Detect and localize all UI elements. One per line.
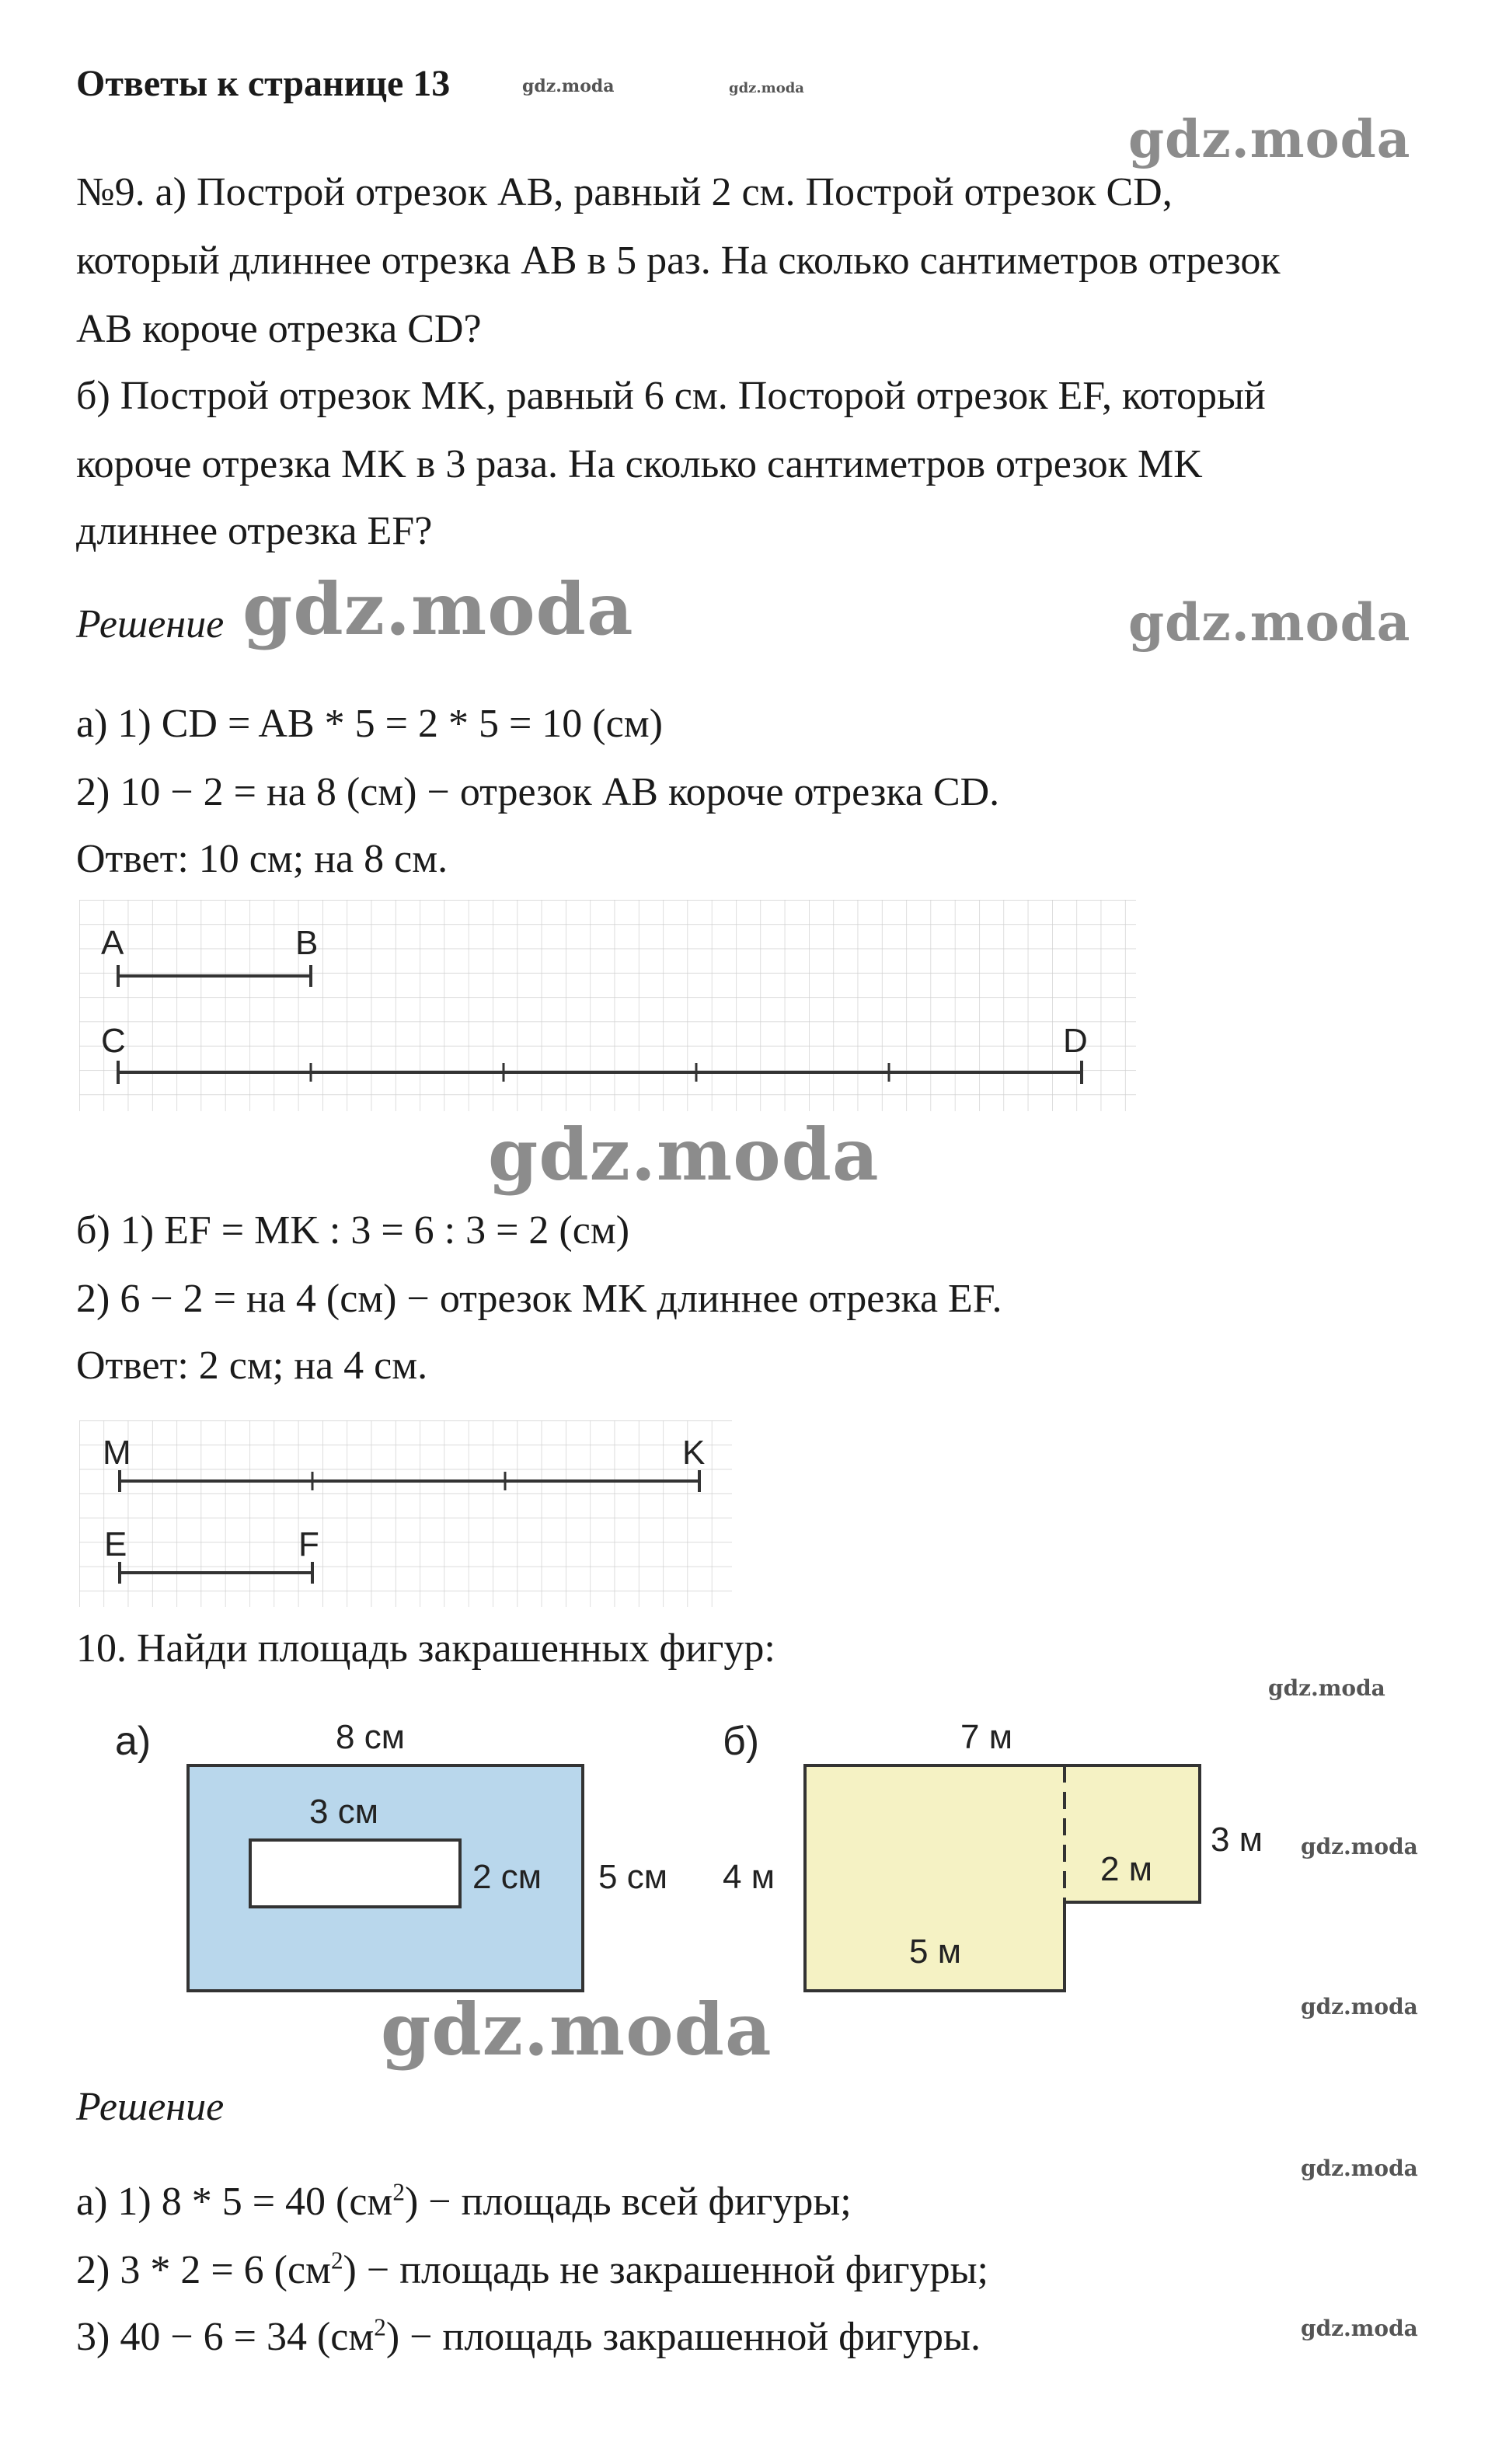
step2-text: 2) 3 * 2 = 6 (см xyxy=(76,2248,331,2292)
task9-line2: который длиннее отрезка AB в 5 раз. На сколько сантиметров отрезок xyxy=(76,239,1281,283)
unshaded-rectangle xyxy=(250,1840,460,1907)
watermark-small: gdz.moda xyxy=(1301,2316,1418,2341)
superscript: 2 xyxy=(374,2313,386,2341)
task9-line1: №9. а) Построй отрезок AB, равный 2 см. Построй отрезок CD, xyxy=(76,170,1173,214)
step3-text-end: ) − площадь закрашенной фигуры. xyxy=(385,2315,981,2359)
step3-text: 3) 40 − 6 = 34 (см xyxy=(76,2315,375,2359)
fig-a-top-length: 8 см xyxy=(336,1718,405,1756)
label-b: B xyxy=(295,924,319,962)
watermark-small: gdz.moda xyxy=(1301,2156,1418,2181)
watermark: gdz.moda xyxy=(242,567,634,651)
fig-b-top-length: 7 м xyxy=(960,1718,1012,1756)
task9-line5: короче отрезка MK в 3 раза. На сколько сантиметров отрезок MK xyxy=(76,442,1203,486)
solution-label: Решение xyxy=(76,602,225,646)
step2-text-end: ) − площадь не закрашенной фигуры; xyxy=(343,2248,988,2292)
watermark-small: gdz.moda xyxy=(1301,1994,1418,2020)
fig-b-inner-length: 2 м xyxy=(1100,1850,1152,1888)
solution-label-10: Решение xyxy=(76,2085,225,2129)
fig-b-right-length: 3 м xyxy=(1211,1821,1263,1859)
task9-line3: AB короче отрезка CD? xyxy=(76,307,482,351)
label-f: F xyxy=(298,1525,319,1563)
superscript: 2 xyxy=(330,2246,343,2274)
label-e: E xyxy=(104,1525,127,1563)
figure-a-letter: а) xyxy=(115,1719,152,1764)
step1-text-end: ) − площадь всей фигуры; xyxy=(404,2180,852,2224)
watermark-small: gdz.moda xyxy=(522,76,615,96)
task10-step2 xyxy=(76,2236,988,2305)
task9-b-answer: Ответ: 2 см; на 4 см. xyxy=(76,1344,428,1388)
task9-b-step1: б) 1) EF = MK : 3 = 6 : 3 = 2 (см) xyxy=(76,1208,630,1253)
label-m: M xyxy=(103,1434,131,1472)
fig-a-side-length: 5 см xyxy=(598,1858,667,1896)
step1-text: а) 1) 8 * 5 = 40 (см xyxy=(76,2180,393,2224)
figure-b-letter: б) xyxy=(723,1719,760,1764)
fig-b-bottom-length: 5 м xyxy=(909,1933,961,1971)
fig-a-inner-side: 2 см xyxy=(472,1858,542,1896)
watermark-small: gdz.moda xyxy=(1268,1675,1385,1701)
page-title: Ответы к странице 13 xyxy=(76,63,451,104)
grid xyxy=(79,1420,732,1607)
area-figures xyxy=(101,1706,1329,2009)
task9-a-step2: 2) 10 − 2 = на 8 (см) − отрезок AB короче отрезка CD. xyxy=(76,770,1000,814)
task9-line6: длиннее отрезка EF? xyxy=(76,509,433,553)
label-d: D xyxy=(1063,1022,1088,1060)
task9-b-step2: 2) 6 − 2 = на 4 (см) − отрезок MK длиннее отрезка EF. xyxy=(76,1277,1002,1321)
segments-figure-b xyxy=(79,1420,740,1611)
watermark-small: gdz.moda xyxy=(729,80,804,96)
label-c: C xyxy=(101,1022,126,1060)
task10-step1 xyxy=(76,2168,852,2236)
superscript: 2 xyxy=(392,2178,405,2206)
task10-step3 xyxy=(76,2303,981,2372)
fig-b-left-length: 4 м xyxy=(723,1858,775,1896)
watermark: gdz.moda xyxy=(381,1988,772,2072)
label-k: K xyxy=(682,1434,706,1472)
label-a: A xyxy=(101,924,124,962)
task10-title: 10. Найди площадь закрашенных фигур: xyxy=(76,1626,775,1671)
task9-line4: б) Построй отрезок MK, равный 6 см. Посторой отрезок EF, который xyxy=(76,374,1266,418)
watermark: gdz.moda xyxy=(1128,592,1411,653)
watermark: gdz.moda xyxy=(1128,109,1411,169)
fig-a-inner-top: 3 см xyxy=(309,1793,378,1831)
task9-a-answer: Ответ: 10 см; на 8 см. xyxy=(76,837,448,881)
watermark: gdz.moda xyxy=(488,1113,880,1197)
grid xyxy=(79,900,1136,1111)
segments-figure-a xyxy=(79,900,1144,1117)
task9-a-step1: а) 1) CD = AB * 5 = 2 * 5 = 10 (см) xyxy=(76,702,663,746)
watermark-small: gdz.moda xyxy=(1301,1834,1418,1859)
